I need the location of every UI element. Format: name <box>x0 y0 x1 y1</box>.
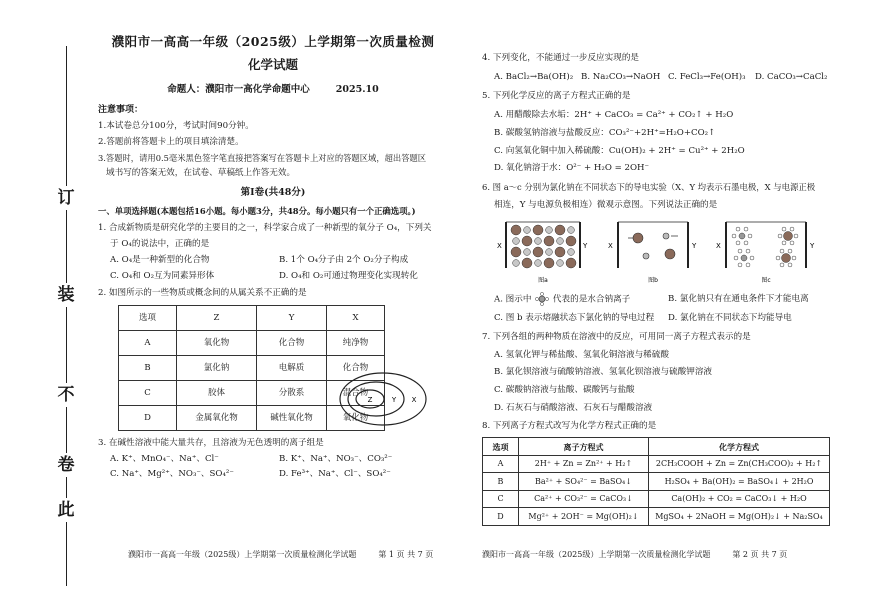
conductivity-diagrams <box>488 216 828 286</box>
table-cell: Mg²⁺ + 2OH⁻ = Mg(OH)₂↓ <box>519 508 649 526</box>
venn-label-x: X <box>411 396 417 404</box>
binding-char-juan: 卷 <box>54 453 78 477</box>
question-1 <box>98 223 448 281</box>
q4-option-d[interactable]: D. CaCO₃→CaCl₂ <box>755 71 828 82</box>
diagram-label-a: 图a <box>538 277 548 285</box>
question-6 <box>482 182 842 324</box>
table-cell: D <box>119 405 177 430</box>
table-cell: 氧化物 <box>177 330 257 355</box>
section-heading: 一、单项选择题(本题包括16小题。每小题3分，共48分。每小题只有一个正确选项。) <box>98 205 416 216</box>
binding-char-zhuang: 装 <box>54 283 78 307</box>
q7-option-d[interactable]: D. 石灰石与硝酸溶液、石灰石与醋酸溶液 <box>494 402 653 413</box>
water-molecule <box>778 234 782 238</box>
water-molecule <box>788 249 792 253</box>
question-5 <box>482 91 842 174</box>
q3-option-b[interactable]: B. K⁺、Na⁺、NO₃⁻、CO₃²⁻ <box>279 453 393 464</box>
q7-option-c[interactable]: C. 碳酸钠溶液与盐酸、碳酸钙与盐酸 <box>494 385 635 396</box>
ion-na <box>513 238 520 245</box>
q5-option-c[interactable]: C. 向氢氧化铜中加入稀硫酸：Cu(OH)₂ + 2H⁺ = Cu²⁺ + 2H₂O <box>494 145 745 156</box>
table-cell: 电解质 <box>257 355 327 380</box>
q6-stem: 6. 图 a～c 分别为氯化钠在不同状态下的导电实验（X、Y 均表示石墨电极，X 与电源正极 <box>482 182 816 193</box>
q3-options-row2 <box>98 469 448 480</box>
table-header-cell: 化学方程式 <box>649 438 830 456</box>
notice-heading: 注意事项： <box>98 105 144 116</box>
nacl-lattice <box>511 225 576 268</box>
q1-option-b[interactable]: B. 1个 O₄分子由 2个 O₂分子构成 <box>279 254 409 265</box>
label-y-a: Y <box>583 242 588 251</box>
water-molecule <box>750 256 754 260</box>
notice-item: 3.答题时，请用0.5毫米黑色签字笔直接把答案写在答题卡上对应的答题区域，超出答题区 <box>98 152 427 163</box>
q1-option-d[interactable]: D. O₄和 O₂可通过物理变化实现转化 <box>279 270 418 281</box>
q1-options-row2 <box>98 271 448 282</box>
binding-margin <box>24 28 76 588</box>
table-row <box>483 455 830 473</box>
table-cell: 金属氧化物 <box>177 405 257 430</box>
water-molecule <box>776 256 780 260</box>
question-8 <box>482 421 842 526</box>
table-cell: A <box>119 330 177 355</box>
q6-option-b[interactable]: B. 氯化钠只有在通电条件下才能电离 <box>668 294 809 305</box>
q4-option-b[interactable]: B. Na₂CO₃→NaOH <box>581 71 661 82</box>
hydrated-ion-core <box>782 254 791 263</box>
water-molecule <box>748 234 752 238</box>
hydrated-ion-icon <box>534 292 550 306</box>
ion-na <box>568 227 575 234</box>
q7-option-a[interactable]: A. 氢氧化钾与稀盐酸、氢氧化铜溶液与稀硫酸 <box>494 349 669 360</box>
table-cell: 2CH₃COOH + Zn = Zn(CH₃COO)₂ + H₂↑ <box>649 455 830 473</box>
q6-options-row2 <box>482 313 842 324</box>
water-molecule <box>736 241 740 245</box>
table-cell: 氧化物 <box>327 405 385 430</box>
table-cell: C <box>119 380 177 405</box>
ion-na <box>643 253 649 259</box>
diagram-label-b: 图b <box>648 277 658 285</box>
q6-option-a-suffix: 代表的是水合钠离子 <box>552 294 631 305</box>
footer-left-page: 第 1 页 共 7 页 <box>378 550 434 559</box>
ion-cl <box>555 247 565 257</box>
ion-cl <box>511 225 521 235</box>
q3-options-row1 <box>98 454 448 465</box>
hydrated-ions <box>732 227 798 267</box>
table-row <box>483 508 830 526</box>
ion-cl <box>522 236 532 246</box>
table-cell: MgSO₄ + 2NaOH = Mg(OH)₂↓ + Na₂SO₄ <box>649 508 830 526</box>
hydrated-ion-core <box>739 233 745 239</box>
water-molecule <box>738 263 742 267</box>
q4-stem: 4. 下列变化，不能通过一步反应实现的是 <box>482 53 640 63</box>
table-cell: 化合物 <box>327 355 385 380</box>
ion-na <box>513 260 520 267</box>
table-cell: C <box>483 490 519 508</box>
part1-title: 第Ⅰ卷(共48分) <box>240 186 306 198</box>
water-molecule <box>746 249 750 253</box>
table-header-cell: 选项 <box>119 305 177 330</box>
hydrated-ion-core <box>784 232 793 241</box>
label-y-b: Y <box>692 242 697 251</box>
diagram-label-c: 图c <box>761 277 771 285</box>
q6-stem-cont: 相连，Y 与电源负极相连）微观示意图。下列说法正确的是 <box>494 199 718 210</box>
table-header-row <box>483 438 830 456</box>
venn-diagram <box>338 370 428 428</box>
q1-options-row1 <box>98 255 448 266</box>
water-molecule <box>734 256 738 260</box>
ion-na <box>546 227 553 234</box>
q8-table <box>482 437 830 526</box>
footer-left <box>128 550 433 560</box>
table-header-cell: X <box>327 305 385 330</box>
water-molecule <box>782 241 786 245</box>
ion-cl <box>566 258 576 268</box>
table-cell: 混合物 <box>327 380 385 405</box>
ion-cl <box>533 247 543 257</box>
notice-item: 1.本试卷总分100分，考试时间90分钟。 <box>98 121 254 132</box>
table-header-cell: Z <box>177 305 257 330</box>
exam-subject: 化学试题 <box>247 56 298 72</box>
water-molecule <box>792 256 796 260</box>
ion-na <box>535 260 542 267</box>
water-molecule <box>782 227 786 231</box>
exam-title: 濮阳市一高高一年级（2025级）上学期第一次质量检测 <box>111 34 435 49</box>
water-molecule <box>780 263 784 267</box>
water-molecule <box>794 234 798 238</box>
q2-stem: 2. 如图所示的一些物质或概念间的从属关系不正确的是 <box>98 288 307 299</box>
water-molecule <box>744 241 748 245</box>
q1-option-c[interactable]: C. O₄和 O₂互为同素异形体 <box>110 270 215 281</box>
q7-stem: 7. 下列各组的两种物质在溶液中的反应，可用同一离子方程式表示的是 <box>482 331 751 342</box>
label-x-a: X <box>497 242 502 251</box>
ion-na <box>557 260 564 267</box>
q8-stem: 8. 下列离子方程式改写为化学方程式正确的是 <box>482 420 657 431</box>
water-molecule <box>732 234 736 238</box>
exam-date: 2025.10 <box>335 84 379 96</box>
footer-right <box>482 550 787 560</box>
q7-option-b[interactable]: B. 氯化钡溶液与硫酸钠溶液、氢氧化钡溶液与硫酸钾溶液 <box>494 367 713 378</box>
right-column <box>482 48 842 526</box>
notice-item: 2.答题前将答题卡上的项目填涂清楚。 <box>98 137 244 148</box>
q3-option-d[interactable]: D. Fe³⁺、Na⁺、Cl⁻、SO₄²⁻ <box>279 469 391 480</box>
q5-option-d[interactable]: D. 氧化钠溶于水：O²⁻ + H₂O = 2OH⁻ <box>494 163 650 174</box>
ion-cl <box>544 258 554 268</box>
table-cell: 化合物 <box>257 330 327 355</box>
table-cell: Ca(OH)₂ + CO₂ = CaCO₃↓ + H₂O <box>649 490 830 508</box>
table-cell: A <box>483 455 519 473</box>
water-molecule <box>736 227 740 231</box>
table-cell: 分散系 <box>257 380 327 405</box>
ion-cl <box>544 236 554 246</box>
ion-na <box>524 249 531 256</box>
q5-option-b[interactable]: B. 碳酸氢钠溶液与盐酸反应：CO₃²⁻+2H⁺=H₂O+CO₂↑ <box>494 127 716 138</box>
label-x-c: X <box>716 242 721 251</box>
ion-na <box>546 249 553 256</box>
question-4 <box>482 53 842 82</box>
water-molecule <box>790 227 794 231</box>
setter-name: 命题人：濮阳市一高化学命题中心 <box>167 84 310 96</box>
q5-option-a[interactable]: A. 用醋酸除去水垢：2H⁺ + CaCO₃ = Ca²⁺ + CO₂↑ + H₂O <box>494 110 734 121</box>
table-header-cell: 选项 <box>483 438 519 456</box>
table-cell: 2H⁺ + Zn = Zn²⁺ + H₂↑ <box>519 455 649 473</box>
q6-option-a[interactable] <box>494 292 668 306</box>
footer-right-text: 濮阳市一高高一年级（2025级）上学期第一次质量检测化学试题 <box>482 550 711 559</box>
ion-cl <box>533 225 543 235</box>
table-cell: B <box>483 473 519 491</box>
ion-na <box>557 238 564 245</box>
table-cell: 胶体 <box>177 380 257 405</box>
ion-na <box>524 227 531 234</box>
water-molecule <box>746 263 750 267</box>
diagram-c <box>716 222 815 284</box>
q1-stem-cont: 于 O₄的说法中，正确的是 <box>110 239 210 250</box>
notice-item: 域书写的答案无效，在试卷、草稿纸上作答无效。 <box>106 168 296 179</box>
table-header-cell: 离子方程式 <box>519 438 649 456</box>
label-y-c: Y <box>810 242 815 251</box>
label-x-b: X <box>608 242 613 251</box>
binding-char-bu: 不 <box>54 383 78 407</box>
water-molecule <box>788 263 792 267</box>
table-cell: 氯化钠 <box>177 355 257 380</box>
ion-cl <box>511 247 521 257</box>
diagram-a <box>497 222 588 284</box>
exam-setter <box>98 84 448 96</box>
q6-option-d[interactable]: D. 氯化钠在不同状态下均能导电 <box>668 313 792 324</box>
ion-na <box>535 238 542 245</box>
ion-na <box>568 249 575 256</box>
table-cell: Ba²⁺ + SO₄²⁻ = BaSO₄↓ <box>519 473 649 491</box>
table-row <box>483 490 830 508</box>
table-row <box>119 330 385 355</box>
water-molecule <box>738 249 742 253</box>
q4-options <box>482 72 842 83</box>
q4-option-c[interactable]: C. FeCl₃→Fe(OH)₃ <box>668 71 746 82</box>
table-cell: D <box>483 508 519 526</box>
footer-left-text: 濮阳市一高高一年级（2025级）上学期第一次质量检测化学试题 <box>128 550 357 559</box>
table-cell: 碱性氧化物 <box>257 405 327 430</box>
q6-option-c[interactable]: C. 图 b 表示熔融状态下氯化钠的导电过程 <box>494 313 655 324</box>
question-7 <box>482 332 842 414</box>
q5-stem: 5. 下列化学反应的离子方程式正确的是 <box>482 91 631 102</box>
q6-option-a-prefix: A. 图示中 <box>494 294 532 305</box>
venn-label-z: Z <box>367 396 373 404</box>
water-molecule <box>780 249 784 253</box>
water-molecule <box>790 241 794 245</box>
venn-label-y: Y <box>391 396 397 404</box>
q4-option-a[interactable]: A. BaCl₂→Ba(OH)₂ <box>494 71 574 82</box>
ion-cl <box>665 249 675 259</box>
q3-stem: 3. 在碱性溶液中能大量共存，且溶液为无色透明的离子组是 <box>98 437 324 448</box>
table-row <box>483 473 830 491</box>
q3-option-a[interactable]: A. K⁺、MnO₄⁻、Na⁺、Cl⁻ <box>110 453 219 464</box>
footer-right-page: 第 2 页 共 7 页 <box>732 550 788 559</box>
ion-cl <box>522 258 532 268</box>
table-header-cell: Y <box>257 305 327 330</box>
q1-option-a[interactable]: A. O₄是一种新型的化合物 <box>110 254 210 265</box>
ion-na <box>663 233 669 239</box>
table-cell: H₂SO₄ + Ba(OH)₂ = BaSO₄↓ + 2H₂O <box>649 473 830 491</box>
binding-char-ci: 此 <box>54 498 78 522</box>
table-cell: Ca²⁺ + CO₃²⁻ = CaCO₃↓ <box>519 490 649 508</box>
hydrated-ion-core <box>741 255 747 261</box>
q3-option-c[interactable]: C. Na⁺、Mg²⁺、NO₃⁻、SO₄²⁻ <box>110 469 234 480</box>
table-cell: B <box>119 355 177 380</box>
table-cell: 纯净物 <box>327 330 385 355</box>
q6-options-row1 <box>482 292 842 306</box>
q1-stem: 1. 合成新物质是研究化学的主要目的之一，科学家合成了一种新型的氧分子 O₄，下列关 <box>98 223 432 234</box>
ion-cl <box>566 236 576 246</box>
diagram-b <box>608 222 697 284</box>
water-molecule <box>744 227 748 231</box>
binding-char-ding: 订 <box>54 186 78 210</box>
ion-cl <box>555 225 565 235</box>
table-header-row <box>119 305 385 330</box>
ion-cl <box>633 233 643 243</box>
question-3 <box>98 438 448 480</box>
